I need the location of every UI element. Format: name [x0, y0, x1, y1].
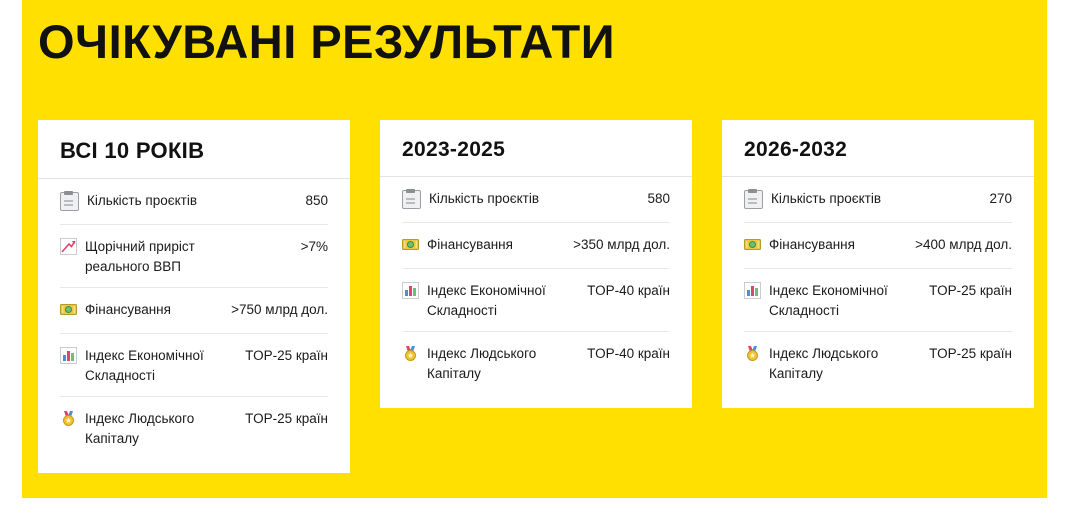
metric-value: TOP-40 країн — [587, 283, 670, 298]
metric-label-group — [744, 281, 923, 320]
metric-label-group — [402, 281, 581, 320]
card-2023-2025 — [380, 120, 692, 408]
metric-label-group — [60, 409, 239, 448]
card-title: ВСІ 10 РОКІВ — [38, 120, 350, 179]
metric-label: Індекс Людського Капіталу — [85, 411, 195, 446]
money-icon — [744, 236, 761, 253]
metric-value: >400 млрд дол. — [915, 237, 1012, 252]
medal-icon — [402, 345, 419, 362]
card-rows — [380, 177, 692, 394]
card-2026-2032 — [722, 120, 1034, 408]
metric-value: 270 — [989, 191, 1012, 206]
bar-chart-icon — [60, 347, 77, 364]
metric-row — [402, 223, 670, 269]
metric-row — [60, 288, 328, 334]
metric-label-group — [402, 189, 539, 209]
metric-label: Індекс Людського Капіталу — [769, 346, 879, 381]
metric-row — [744, 332, 1012, 394]
bar-chart-icon — [402, 282, 419, 299]
metric-row — [60, 397, 328, 459]
metric-value: >750 млрд дол. — [231, 302, 328, 318]
metric-label: Індекс Економічної Складності — [85, 348, 204, 383]
card-rows — [38, 179, 350, 459]
metric-value: TOP-25 країн — [245, 411, 328, 427]
metric-label: Кількість проєктів — [87, 193, 198, 208]
page-title: ОЧІКУВАНІ РЕЗУЛЬТАТИ — [38, 15, 615, 68]
metric-label-group — [744, 344, 923, 383]
metric-label-group — [744, 189, 881, 209]
metric-label: Фінансування — [85, 302, 171, 318]
money-icon — [60, 301, 77, 318]
metric-label: Фінансування — [427, 237, 513, 252]
metric-row — [402, 177, 670, 223]
chart-up-icon — [60, 238, 77, 255]
metric-value: 850 — [305, 193, 328, 208]
clipboard-icon — [744, 190, 763, 209]
money-icon — [402, 236, 419, 253]
metric-row — [744, 269, 1012, 332]
metric-label-group — [402, 235, 513, 255]
cards-container — [38, 120, 1034, 473]
metric-label: Щорічний приріст реального ВВП — [85, 239, 195, 274]
metric-label-group — [60, 191, 197, 211]
bar-chart-icon — [744, 282, 761, 299]
metric-row — [744, 223, 1012, 269]
card-rows — [722, 177, 1034, 394]
metric-label-group — [744, 235, 855, 255]
metric-label: Фінансування — [769, 237, 855, 252]
metric-label-group — [60, 346, 239, 385]
metric-value: TOP-25 країн — [929, 283, 1012, 298]
metric-label: Індекс Економічної Складності — [769, 283, 888, 318]
metric-value: TOP-25 країн — [929, 346, 1012, 362]
metric-label: Кількість проєктів — [771, 191, 882, 206]
metric-row — [60, 334, 328, 397]
metric-label-group — [60, 237, 250, 276]
metric-label-group — [402, 344, 581, 383]
card-all-10-years — [38, 120, 350, 473]
card-title: 2023-2025 — [380, 120, 692, 177]
metric-row — [60, 179, 328, 225]
metric-row — [60, 225, 328, 288]
medal-icon — [744, 345, 761, 362]
clipboard-icon — [402, 190, 421, 209]
metric-label-group — [60, 300, 171, 320]
metric-label: Кількість проєктів — [429, 191, 540, 206]
metric-row — [402, 332, 670, 394]
metric-label: Індекс Людського Капіталу — [427, 346, 537, 381]
card-title: 2026-2032 — [722, 120, 1034, 177]
metric-row — [402, 269, 670, 332]
metric-row — [744, 177, 1012, 223]
metric-value: 580 — [647, 191, 670, 206]
clipboard-icon — [60, 192, 79, 211]
medal-icon — [60, 410, 77, 427]
metric-value: >7% — [300, 239, 328, 254]
metric-value: TOP-40 країн — [587, 346, 670, 362]
metric-value: TOP-25 країн — [245, 348, 328, 364]
metric-label: Індекс Економічної Складності — [427, 283, 546, 318]
metric-value: >350 млрд дол. — [573, 237, 670, 252]
